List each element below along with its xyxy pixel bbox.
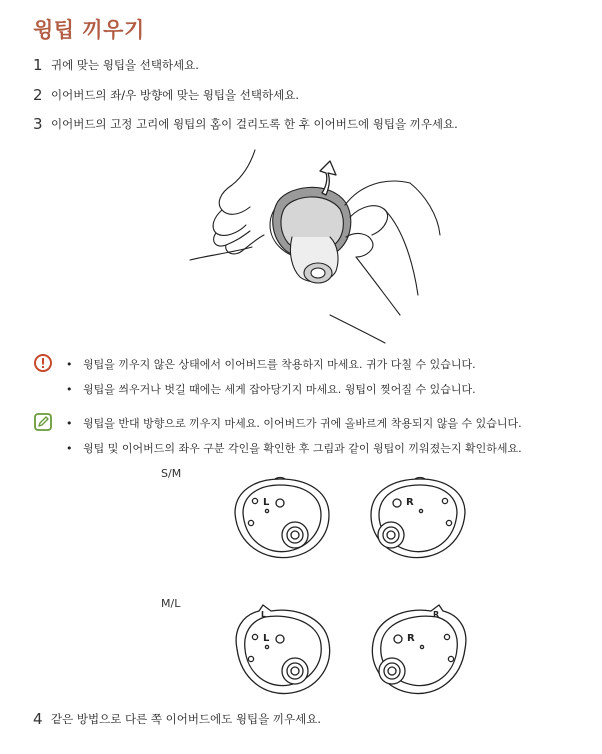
earbud-right-ml <box>352 603 477 698</box>
note-text: 윙팁 및 이어버드의 좌우 구분 각인을 확인한 후 그림과 같이 윙팁이 끼워졌는지 확인하세요. <box>83 442 522 455</box>
left-wingtip-mark: L <box>261 610 267 619</box>
step-number: 4 <box>33 710 43 728</box>
step-number: 1 <box>33 56 43 74</box>
earbud-left-ml <box>225 603 350 698</box>
earbud-left-sm <box>225 473 345 565</box>
note-item <box>66 440 522 456</box>
right-mark: R <box>407 633 415 644</box>
bullet: • <box>66 442 73 455</box>
step-3 <box>33 115 458 133</box>
caution-text: 윙팁을 씌우거나 벗길 때에는 세게 잡아당기지 마세요. 윙팁이 찢어질 수 있습니다. <box>83 383 476 396</box>
note-icon <box>33 412 53 432</box>
step-text: 귀에 맞는 윙팁을 선택하세요. <box>51 58 199 72</box>
step-text: 이어버드의 좌/우 방향에 맞는 윙팁을 선택하세요. <box>51 88 299 102</box>
step-4 <box>33 710 321 728</box>
right-wingtip-mark: R <box>433 610 440 619</box>
step-text: 같은 방법으로 다른 쪽 이어버드에도 윙팁을 끼우세요. <box>51 712 321 726</box>
step-number: 3 <box>33 115 43 133</box>
step-1 <box>33 56 199 74</box>
caution-text: 윙팁을 끼우지 않은 상태에서 이어버드를 착용하지 마세요. 귀가 다칠 수 있습니다. <box>83 358 476 371</box>
size-label-ml: M/L <box>161 597 181 610</box>
left-mark: L <box>263 497 270 508</box>
caution-icon <box>33 353 53 373</box>
page-title: 윙팁 끼우기 <box>33 18 145 42</box>
caution-item <box>66 381 476 397</box>
bullet: • <box>66 417 73 430</box>
bullet: • <box>66 383 73 396</box>
caution-item <box>66 356 476 372</box>
size-label-sm: S/M <box>161 467 182 480</box>
note-text: 윙팁을 반대 방향으로 끼우지 마세요. 이어버드가 귀에 올바르게 착용되지 않을 수 있습니다. <box>83 417 522 430</box>
right-mark: R <box>406 497 414 508</box>
step-2 <box>33 86 299 104</box>
bullet: • <box>66 358 73 371</box>
left-mark: L <box>263 633 270 644</box>
wingtip-insertion-illustration <box>180 145 440 345</box>
step-number: 2 <box>33 86 43 104</box>
step-text: 이어버드의 고정 고리에 윙팁의 홈이 걸리도록 한 후 이어버드에 윙팁을 끼우세요. <box>51 117 458 131</box>
note-item <box>66 415 522 431</box>
earbud-right-sm <box>355 473 475 565</box>
